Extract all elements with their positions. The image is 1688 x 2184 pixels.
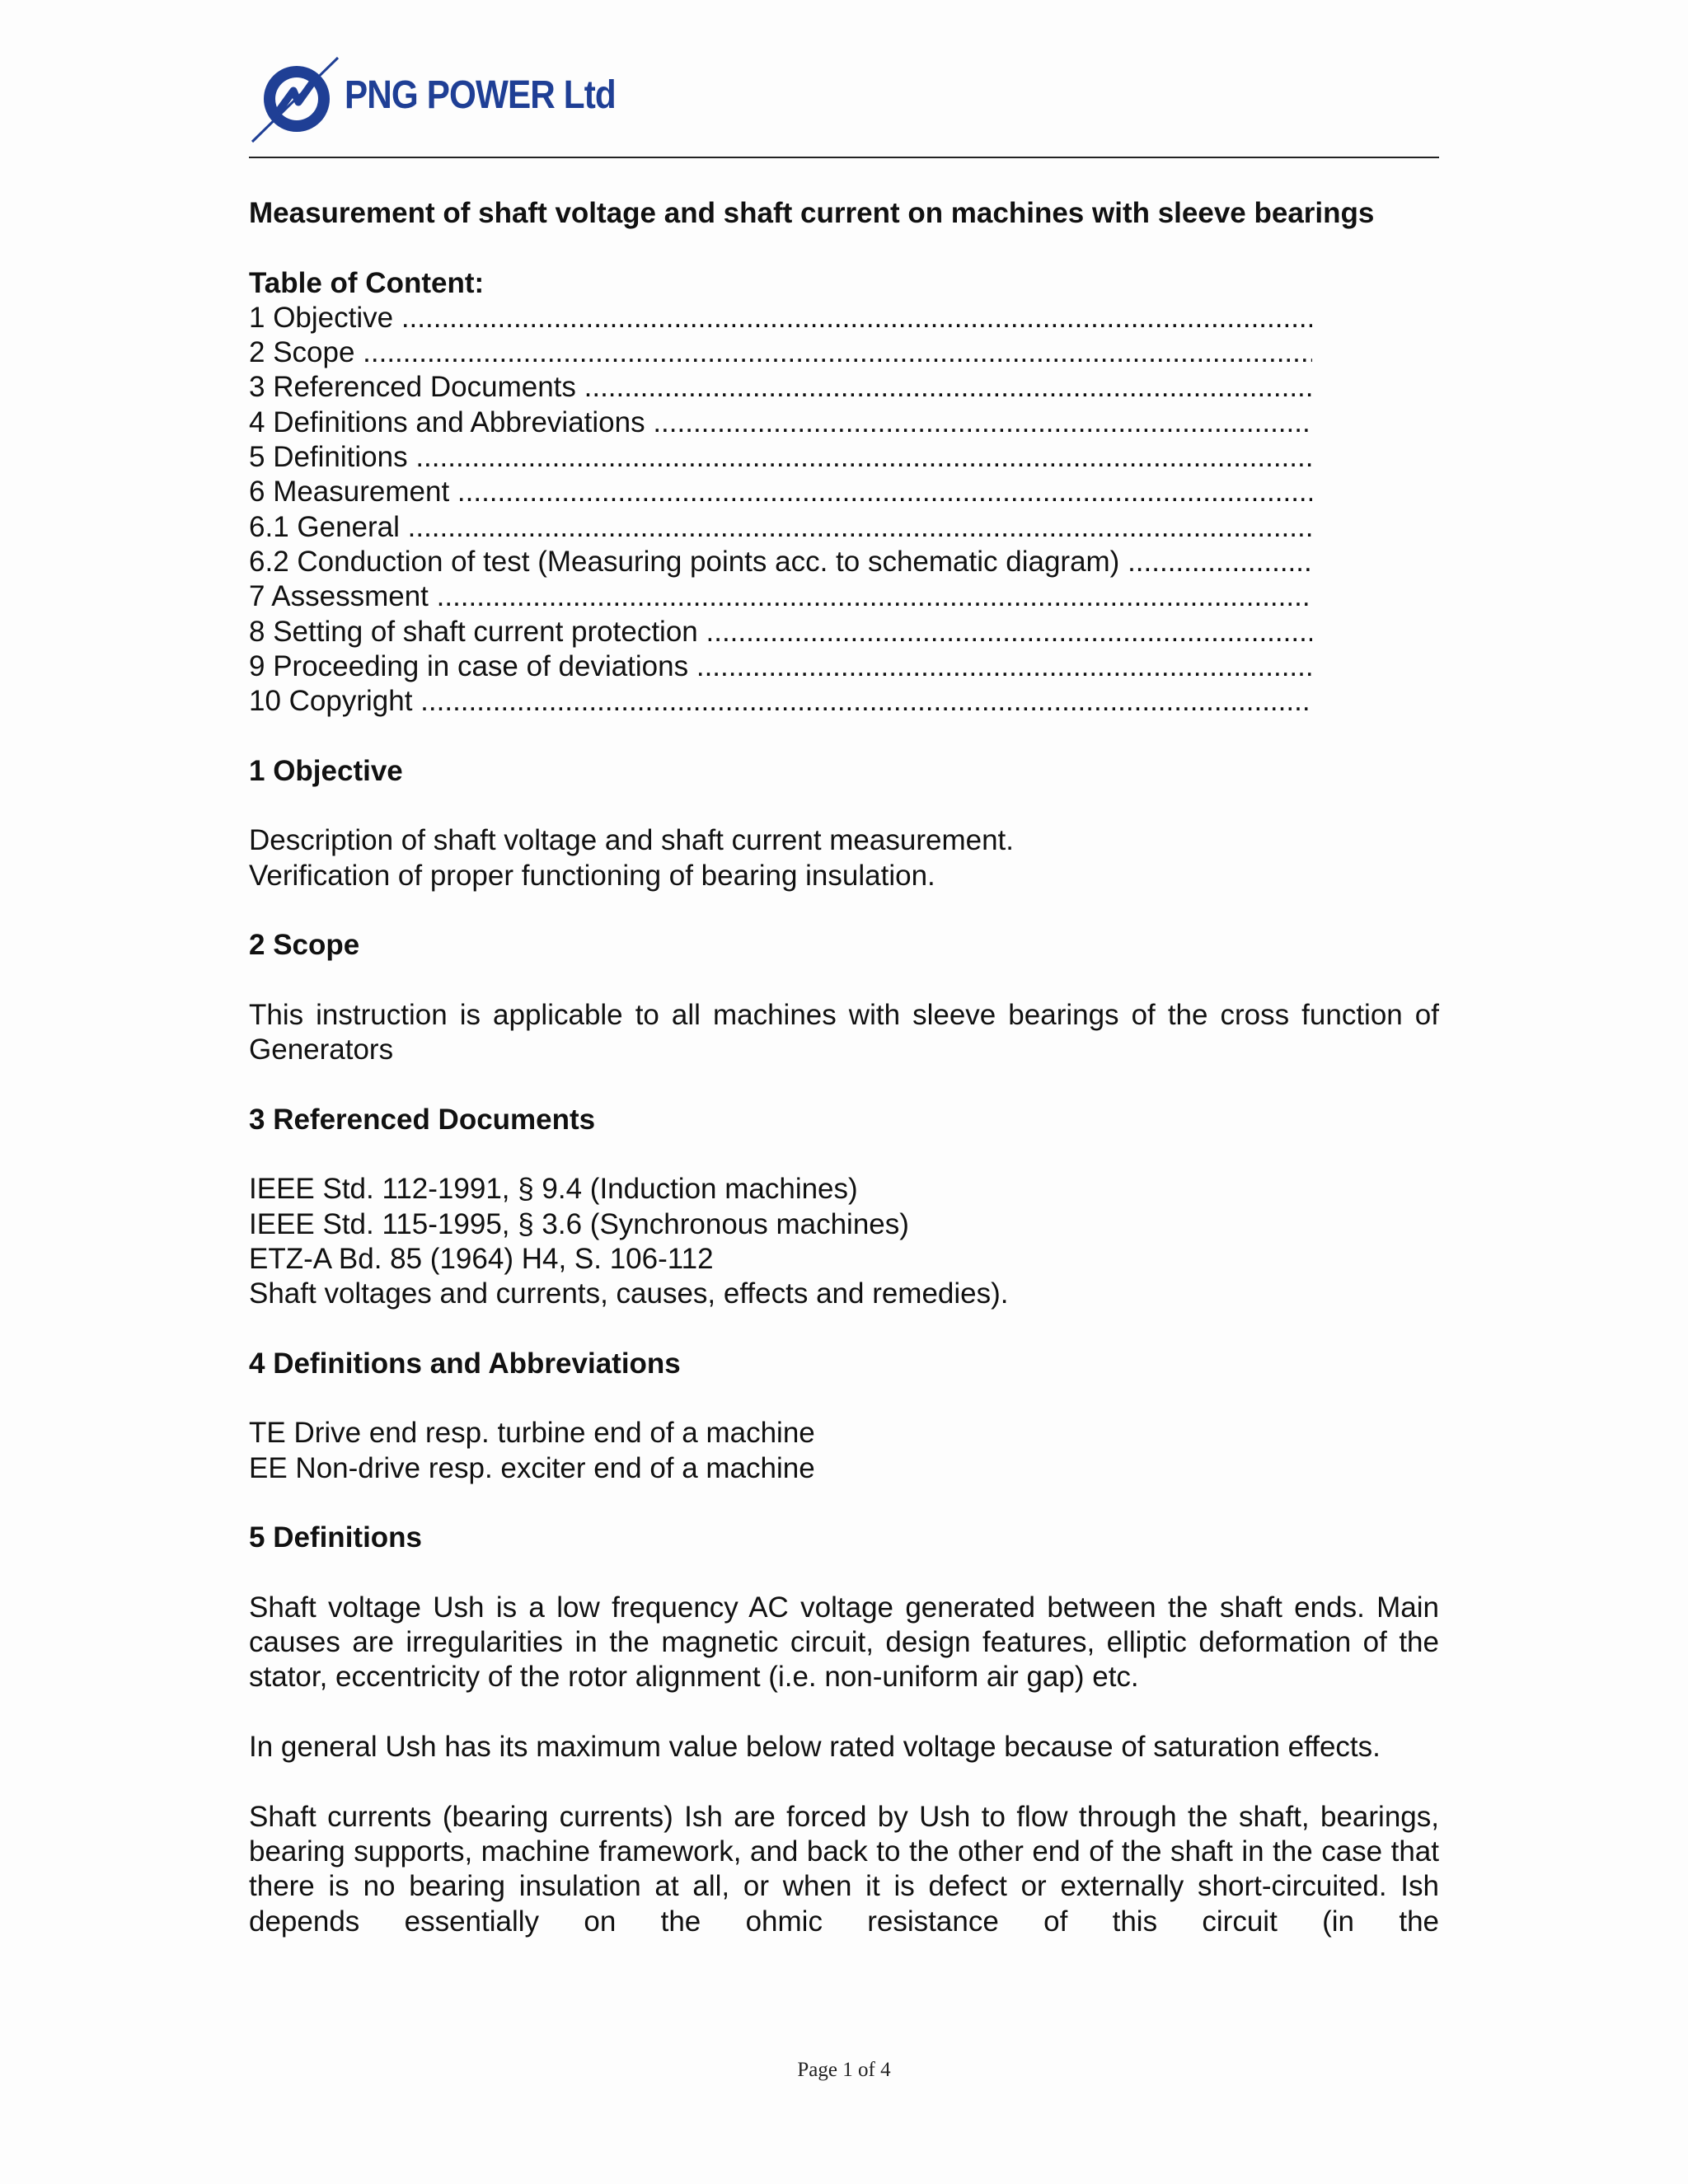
toc-entry[interactable]: 7 Assessment ..... (249, 579, 1312, 614)
definitions-paragraph: Shaft voltage Ush is a low frequency AC voltage generated between the shaft ends. Main causes are irregularities in the magnetic circuit, design features, elliptic deformation of the stator, eccentricity of the rotor alignment (i.e. non-uniform air gap) etc. (249, 1591, 1439, 1694)
toc-entry[interactable]: 6 Measurement ..... (249, 475, 1312, 509)
reference-line: IEEE Std. 112-1991, § 9.4 (Induction machines) (249, 1173, 858, 1206)
toc-entry[interactable]: 5 Definitions ..... (249, 440, 1312, 475)
abbreviation-line: TE Drive end resp. turbine end of a machine (249, 1417, 815, 1450)
toc-entry[interactable]: 6.1 General ..... (249, 510, 1312, 545)
section-heading-references: 3 Referenced Documents (249, 1103, 596, 1136)
reference-line: IEEE Std. 115-1995, § 3.6 (Synchronous machines) (249, 1207, 909, 1240)
header-divider (249, 157, 1439, 158)
section-heading-abbreviations: 4 Definitions and Abbreviations (249, 1347, 681, 1380)
toc-entry[interactable]: 10 Copyright ..... (249, 684, 1312, 719)
section-heading-objective: 1 Objective (249, 754, 403, 787)
section-heading-scope: 2 Scope (249, 929, 360, 962)
toc-entry[interactable]: 8 Setting of shaft current protection ..... (249, 615, 1312, 649)
page-number: Page 1 of 4 (797, 2059, 891, 2081)
document-title: Measurement of shaft voltage and shaft current on machines with sleeve bearings (249, 197, 1375, 229)
logo-text: PNG POWER Ltd (345, 73, 616, 117)
reference-line: Shaft voltages and currents, causes, effects and remedies). (249, 1277, 1009, 1310)
logo-mark-icon (247, 54, 346, 147)
reference-line: ETZ-A Bd. 85 (1964) H4, S. 106-112 (249, 1242, 714, 1275)
section-heading-definitions: 5 Definitions (249, 1521, 423, 1554)
definitions-paragraph: Shaft currents (bearing currents) Ish are forced by Ush to flow through the shaft, bearings, bearing supports, machine framework, and back to the other end of the shaft in the case that there is no bearing insulation at all, or when it is defect or externally short-circuited. Ish depends essentially on the ohmic resistance of this circuit (in the (249, 1800, 1439, 1938)
objective-line: Verification of proper functioning of bearing insulation. (249, 859, 935, 892)
objective-line: Description of shaft voltage and shaft current measurement. (249, 824, 1014, 857)
toc-entry[interactable]: 4 Definitions and Abbreviations ..... (249, 405, 1312, 440)
toc-entry[interactable]: 2 Scope ..... (249, 335, 1312, 370)
toc-entry[interactable]: 1 Objective ..... (249, 301, 1312, 335)
document-body (249, 196, 1439, 1939)
scope-text: This instruction is applicable to all machines with sleeve bearings of the cross function of Generators (249, 998, 1439, 1066)
toc-entry[interactable]: 6.2 Conduction of test (Measuring points acc. to schematic diagram) ..... (249, 545, 1312, 579)
toc-heading: Table of Content: (249, 266, 485, 299)
abbreviation-line: EE Non-drive resp. exciter end of a machine (249, 1451, 815, 1484)
toc-entry[interactable]: 3 Referenced Documents ..... (249, 370, 1312, 405)
toc-entry[interactable]: 9 Proceeding in case of deviations ..... (249, 649, 1312, 684)
definitions-paragraph: In general Ush has its maximum value below rated voltage because of saturation effects. (249, 1731, 1381, 1764)
table-of-contents (249, 301, 1439, 719)
company-logo (247, 54, 616, 147)
